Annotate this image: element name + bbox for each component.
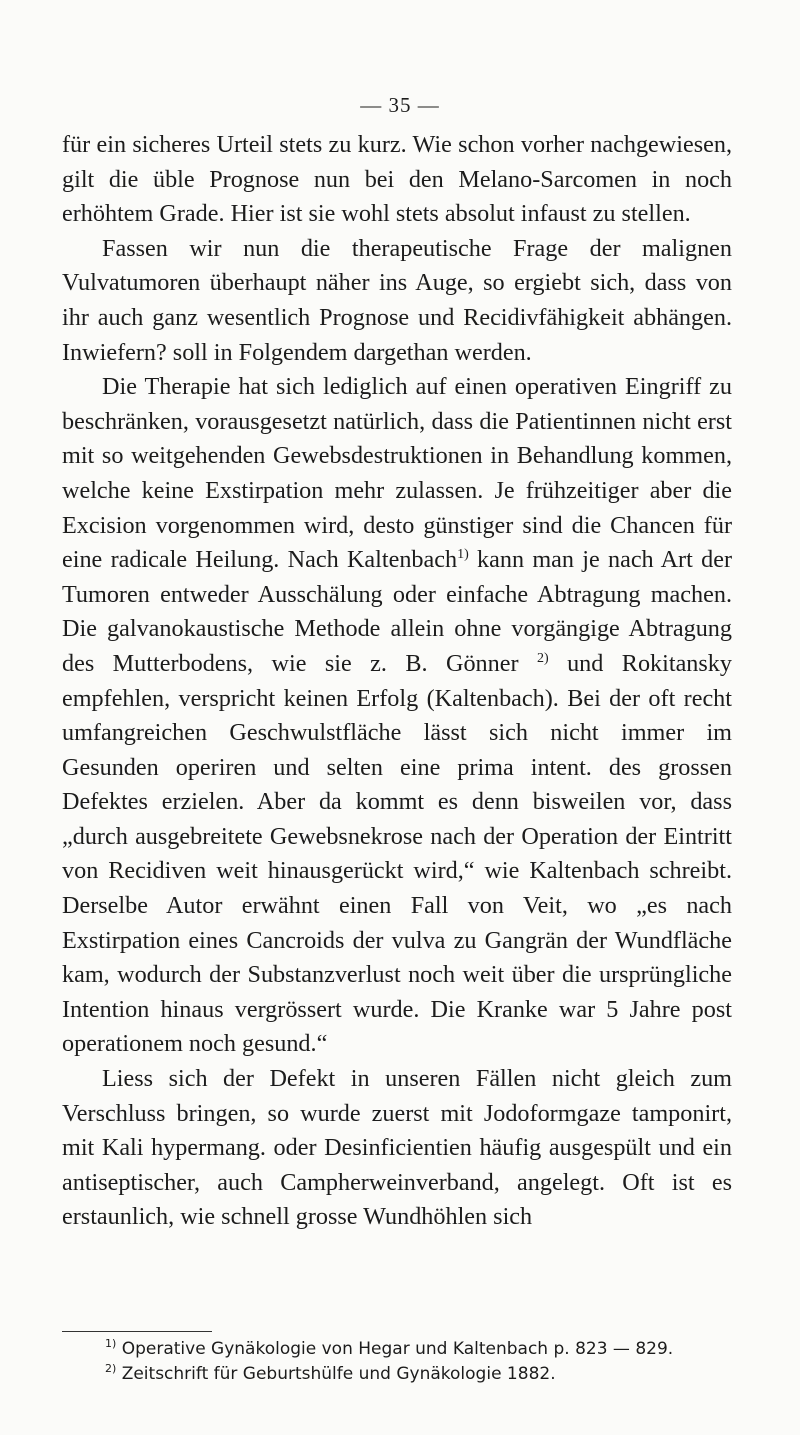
footnote-text: Zeitschrift für Geburtshülfe und Gynäkologie 1882. — [116, 1364, 556, 1384]
footnote — [105, 1337, 745, 1362]
paragraph-text: für ein sicheres Urteil stets zu kurz. Wie schon vorher nachgewiesen, gilt die üble Prognose nun bei den Melano-Sarcomen in noch erhöhtem Grade. Hier ist sie wohl stets absolut infaust zu stellen. — [62, 131, 732, 228]
paragraph — [62, 370, 732, 1062]
footnote-reference: 1) — [457, 547, 469, 563]
footnote-mark: 2) — [105, 1362, 117, 1375]
paragraph-text: kann man je nach Art der Tumoren entweder Ausschälung oder einfache Abtragung machen. Die galvanokaustische Methode allein ohne vorgängige Abtragung des Mutterbodens, wie sie z. B. Gönner — [62, 546, 732, 677]
footnote-reference: 2) — [536, 650, 549, 666]
paragraph-text: Fassen wir nun die therapeutische Frage der malignen Vulvatumoren überhaupt näher ins Auge, so ergiebt sich, dass von ihr auch ganz wesentlich Prognose und Recidivfähigkeit abhängen. Inwiefern? soll in Folgendem dargethan werden. — [62, 234, 732, 366]
footnotes — [105, 1337, 745, 1387]
footnote-divider — [62, 1331, 212, 1332]
footnote — [105, 1362, 745, 1387]
body-text — [62, 128, 732, 1235]
paragraph-text: und Rokitansky empfehlen, verspricht keinen Erfolg (Kaltenbach). Bei der oft recht umfangreichen Geschwulstfläche lässt sich nicht immer im Gesunden operiren und selten eine prima intent. des grossen Defektes erzielen. Aber da kommt es denn bisweilen vor, dass „durch ausgebreitete Gewebsnekrose nach der Operation der Eintritt von Recidiven weit hinausgerückt wird,“ wie Kaltenbach schreibt. Derselbe Autor erwähnt einen Fall von Veit, wo „es nach Exstirpation eines Cancroids der vulva zu Gangrän der Wundfläche kam, wodurch der Substanzverlust noch weit über die ursprüngliche Intention hinaus vergrössert wurde. Die Kranke war 5 Jahre post operationem noch gesund.“ — [62, 649, 732, 1058]
paragraph-text: Die Therapie hat sich lediglich auf einen operativen Eingriff zu beschränken, vorausgesetzt natürlich, dass die Patientinnen nicht erst mit so weitgehenden Gewebsdestruktionen in Behandlung kommen, welche keine Exstirpation mehr zulassen. Je frühzeitiger aber die Excision vorgenommen wird, desto günstiger sind die Chancen für eine radicale Heilung. Nach Kaltenbach — [62, 373, 732, 574]
footnote-text: Operative Gynäkologie von Hegar und Kaltenbach p. 823 — 829. — [116, 1339, 674, 1359]
footnote-mark: 1) — [105, 1337, 117, 1350]
paragraph — [62, 232, 732, 370]
paragraph-text: Liess sich der Defekt in unseren Fällen nicht gleich zum Verschluss bringen, so wurde zuerst mit Jodoformgaze tamponirt, mit Kali hypermang. oder Desinficientien häufig ausgespült und ein antiseptischer, auch Campherweinverband, angelegt. Oft ist es erstaunlich, wie schnell grosse Wundhöhlen sich — [62, 1065, 732, 1231]
paragraph — [62, 1062, 732, 1235]
page-number: — 35 — — [360, 93, 440, 117]
paragraph — [62, 128, 732, 232]
